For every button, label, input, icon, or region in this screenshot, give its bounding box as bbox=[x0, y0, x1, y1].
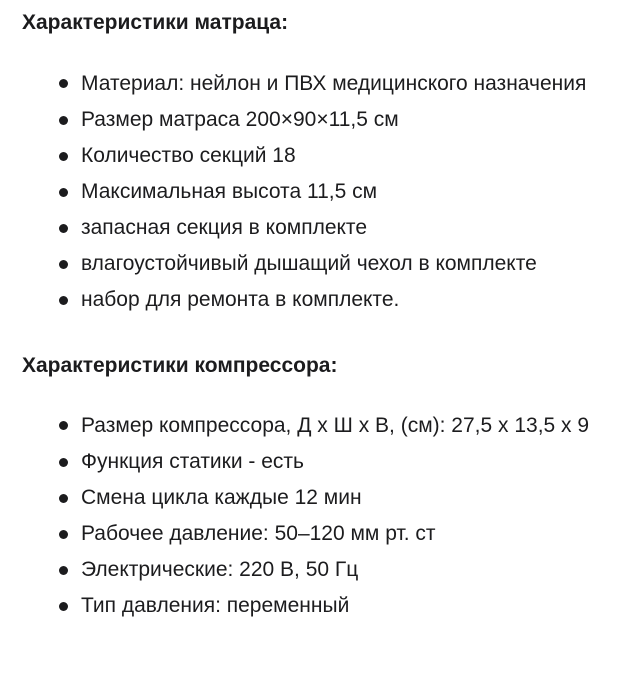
list-item: запасная секция в комплекте bbox=[59, 210, 625, 246]
compressor-specs-heading: Характеристики компрессора: bbox=[22, 354, 338, 377]
mattress-specs-list bbox=[22, 65, 625, 318]
list-item: Максимальная высота 11,5 см bbox=[59, 174, 625, 210]
list-item: Электрические: 220 В, 50 Гц bbox=[59, 552, 625, 588]
list-item: Тип давления: переменный bbox=[59, 588, 625, 624]
list-item: влагоустойчивый дышащий чехол в комплекте bbox=[59, 246, 625, 282]
list-item: набор для ремонта в комплекте. bbox=[59, 282, 625, 318]
mattress-specs-heading: Характеристики матраца: bbox=[22, 11, 289, 34]
list-item: Смена цикла каждые 12 мин bbox=[59, 480, 625, 516]
list-item: Количество секций 18 bbox=[59, 138, 625, 174]
list-item: Рабочее давление: 50–120 мм рт. ст bbox=[59, 516, 625, 552]
list-item: Размер матраса 200×90×11,5 см bbox=[59, 102, 625, 138]
list-item: Размер компрессора, Д х Ш х В, (см): 27,5 х 13,5 х 9 bbox=[59, 407, 625, 444]
list-item: Материал: нейлон и ПВХ медицинского назначения bbox=[59, 65, 625, 102]
list-item: Функция статики - есть bbox=[59, 444, 625, 480]
compressor-specs-list bbox=[22, 407, 625, 624]
